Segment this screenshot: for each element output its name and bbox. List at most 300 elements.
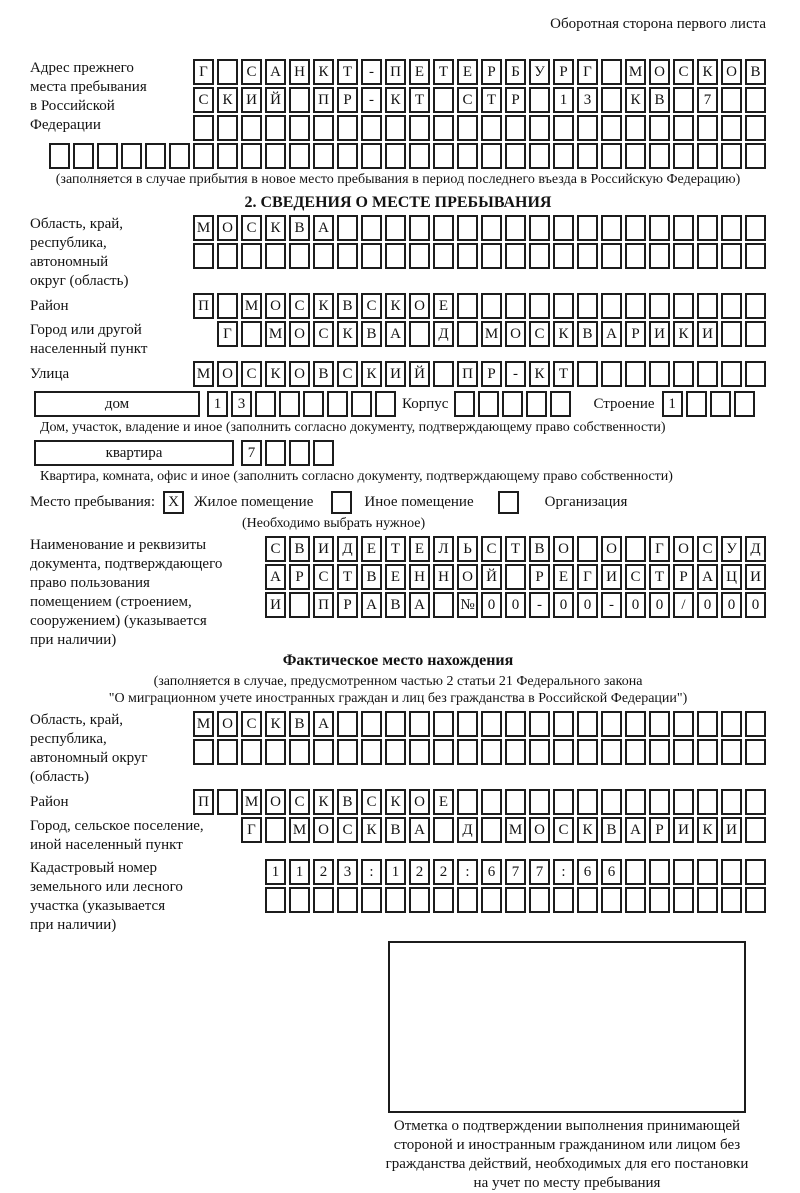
char-cell (361, 243, 382, 269)
house-caption: Дом, участок, владение и иное (заполнить согласно документу, подтверждающему право собственности) (40, 420, 666, 435)
char-cell (385, 215, 406, 241)
char-cell: Е (553, 564, 574, 590)
label-line: сооружением) (указывается (30, 613, 207, 629)
char-cell (553, 143, 574, 169)
char-cell (241, 321, 262, 347)
char-cell: К (385, 87, 406, 113)
label-line: Федерации (30, 117, 101, 133)
char-cell (577, 293, 598, 319)
checkbox-other-premises (331, 491, 352, 514)
char-cell (745, 859, 766, 885)
district-block (30, 293, 766, 319)
char-cell: О (409, 293, 430, 319)
char-cell: В (289, 536, 310, 562)
char-cell (255, 391, 276, 417)
char-cell (601, 115, 622, 141)
char-cell: А (313, 215, 334, 241)
char-cell (313, 143, 334, 169)
char-cell: К (361, 361, 382, 387)
char-cell: Н (433, 564, 454, 590)
char-cell: А (385, 321, 406, 347)
char-cell (385, 243, 406, 269)
char-cell (337, 243, 358, 269)
char-cell: С (313, 564, 334, 590)
char-cell (361, 739, 382, 765)
char-cell (529, 293, 550, 319)
prev-address-label (30, 59, 153, 135)
char-cell: В (745, 59, 766, 85)
char-cell (279, 391, 300, 417)
char-cell: С (265, 536, 286, 562)
char-cell: А (361, 592, 382, 618)
char-cell: 0 (625, 592, 646, 618)
char-cell (361, 887, 382, 913)
char-cell: Т (481, 87, 502, 113)
char-cell: Г (217, 321, 238, 347)
doc-block (30, 536, 766, 650)
char-cell (745, 243, 766, 269)
doc-row-3 (265, 592, 766, 618)
char-cell: О (553, 536, 574, 562)
char-cell (553, 739, 574, 765)
city-label (30, 321, 153, 359)
char-cell: - (361, 59, 382, 85)
char-cell (313, 887, 334, 913)
char-cell (526, 391, 547, 417)
label-line: населенный пункт (30, 341, 148, 357)
cadastre-row-2 (265, 887, 766, 913)
char-cell (649, 293, 670, 319)
char-cell: Г (241, 817, 262, 843)
char-cell: К (313, 789, 334, 815)
char-cell (649, 859, 670, 885)
caption-line: Отметка о подтверждении выполнения принимающей (393, 1118, 741, 1134)
char-cell: О (409, 789, 430, 815)
char-cell: Н (289, 59, 310, 85)
char-cell: О (217, 711, 238, 737)
char-cell: К (697, 59, 718, 85)
label-line: республика, (30, 235, 107, 251)
char-cell (409, 739, 430, 765)
char-cell: 2 (433, 859, 454, 885)
char-cell (625, 215, 646, 241)
char-cell: 6 (577, 859, 598, 885)
char-cell (265, 143, 286, 169)
char-cell (673, 739, 694, 765)
char-cell: 0 (553, 592, 574, 618)
char-cell: / (673, 592, 694, 618)
char-cell: 7 (697, 87, 718, 113)
char-cell: К (697, 817, 718, 843)
char-cell: А (265, 59, 286, 85)
char-cell (721, 143, 742, 169)
label-line: Кадастровый номер (30, 860, 157, 876)
char-cell (673, 215, 694, 241)
char-cell (625, 361, 646, 387)
actual-district-label: Район (30, 794, 69, 810)
char-cell: Е (433, 789, 454, 815)
cadastre-row-1 (265, 859, 766, 885)
char-cell (697, 143, 718, 169)
char-cell: 3 (577, 87, 598, 113)
char-cell (385, 115, 406, 141)
char-cell (505, 789, 526, 815)
char-cell (409, 711, 430, 737)
char-cell (351, 391, 372, 417)
char-cell: С (313, 321, 334, 347)
char-cell: В (361, 321, 382, 347)
char-cell (577, 739, 598, 765)
char-cell (601, 59, 622, 85)
char-cell: К (577, 817, 598, 843)
char-cell: Н (409, 564, 430, 590)
char-cell (697, 115, 718, 141)
char-cell (625, 859, 646, 885)
char-cell: С (553, 817, 574, 843)
char-cell (478, 391, 499, 417)
char-cell (673, 887, 694, 913)
char-cell: И (313, 536, 334, 562)
char-cell (697, 215, 718, 241)
label-line: автономный (30, 254, 109, 270)
char-cell: Е (385, 564, 406, 590)
char-cell (433, 711, 454, 737)
char-cell (337, 115, 358, 141)
street-label: Улица (30, 366, 70, 382)
char-cell (649, 789, 670, 815)
char-cell (553, 115, 574, 141)
char-cell: В (601, 817, 622, 843)
char-cell: - (601, 592, 622, 618)
char-cell (505, 243, 526, 269)
char-cell: : (361, 859, 382, 885)
char-cell (193, 115, 214, 141)
char-cell: Е (457, 59, 478, 85)
char-cell: К (265, 361, 286, 387)
char-cell: В (649, 87, 670, 113)
char-cell (505, 143, 526, 169)
char-cell (409, 887, 430, 913)
char-cell (529, 143, 550, 169)
label-line: при наличии) (30, 632, 117, 648)
char-cell (673, 711, 694, 737)
char-cell (457, 739, 478, 765)
char-cell (289, 887, 310, 913)
char-cell (433, 143, 454, 169)
char-cell: 7 (529, 859, 550, 885)
char-cell (577, 361, 598, 387)
char-cell: К (673, 321, 694, 347)
char-cell (241, 739, 262, 765)
char-cell: А (409, 817, 430, 843)
region-label (30, 215, 134, 291)
char-cell (649, 215, 670, 241)
char-cell: Ц (721, 564, 742, 590)
char-cell: С (289, 789, 310, 815)
char-cell: Р (673, 564, 694, 590)
char-cell: Ь (457, 536, 478, 562)
char-cell (457, 143, 478, 169)
char-cell: О (217, 215, 238, 241)
char-cell (625, 143, 646, 169)
char-cell (97, 143, 118, 169)
char-cell (577, 887, 598, 913)
char-cell: 1 (662, 391, 683, 417)
char-cell: М (193, 361, 214, 387)
char-cell (697, 739, 718, 765)
char-cell (697, 361, 718, 387)
cadastre-label (30, 859, 189, 935)
char-cell: С (241, 711, 262, 737)
actual-city-block (30, 817, 766, 855)
char-cell (313, 440, 334, 466)
char-cell: - (529, 592, 550, 618)
char-cell: О (289, 361, 310, 387)
char-cell (217, 59, 238, 85)
char-cell: В (289, 215, 310, 241)
char-cell (457, 887, 478, 913)
char-cell: С (241, 215, 262, 241)
checkbox-organization (498, 491, 519, 514)
char-cell: Т (337, 564, 358, 590)
char-cell: О (673, 536, 694, 562)
char-cell: № (457, 592, 478, 618)
char-cell: 0 (697, 592, 718, 618)
char-cell: И (745, 564, 766, 590)
char-cell (217, 739, 238, 765)
char-cell (745, 711, 766, 737)
char-cell (313, 115, 334, 141)
char-cell (625, 789, 646, 815)
stay-type-row (30, 491, 766, 514)
page-side-note: Оборотная сторона первого листа (550, 16, 766, 32)
char-cell (697, 789, 718, 815)
prev-address-block (30, 59, 766, 141)
char-cell: - (361, 87, 382, 113)
char-cell (673, 87, 694, 113)
char-cell: Е (409, 536, 430, 562)
char-cell (649, 711, 670, 737)
label-line: округ (область) (30, 273, 129, 289)
char-cell (481, 215, 502, 241)
char-cell: : (553, 859, 574, 885)
char-cell (686, 391, 707, 417)
char-cell: С (289, 293, 310, 319)
char-cell: Б (505, 59, 526, 85)
char-cell (481, 143, 502, 169)
label-line: Город или другой (30, 322, 142, 338)
char-cell (710, 391, 731, 417)
region-row-2 (193, 243, 766, 269)
district-row (193, 293, 766, 319)
char-cell: Т (337, 59, 358, 85)
char-cell (481, 789, 502, 815)
char-cell: К (217, 87, 238, 113)
char-cell: - (505, 361, 526, 387)
char-cell (241, 115, 262, 141)
char-cell (73, 143, 94, 169)
char-cell (673, 789, 694, 815)
char-cell: К (385, 789, 406, 815)
char-cell (265, 887, 286, 913)
option-label-organization: Организация (544, 494, 628, 510)
char-cell: 1 (289, 859, 310, 885)
char-cell: В (361, 564, 382, 590)
char-cell (577, 243, 598, 269)
char-cell (505, 739, 526, 765)
char-cell (529, 215, 550, 241)
char-cell: 1 (553, 87, 574, 113)
char-cell: Д (337, 536, 358, 562)
char-cell (265, 817, 286, 843)
char-cell: М (193, 215, 214, 241)
char-cell (553, 711, 574, 737)
char-cell: М (625, 59, 646, 85)
char-cell: О (265, 789, 286, 815)
char-cell (337, 887, 358, 913)
apartment-number-cells (241, 440, 334, 466)
char-cell: 0 (481, 592, 502, 618)
char-cell (289, 739, 310, 765)
doc-row-2 (265, 564, 766, 590)
char-cell: С (673, 59, 694, 85)
label-line: (область) (30, 769, 89, 785)
char-cell (601, 215, 622, 241)
char-cell: В (385, 592, 406, 618)
char-cell: К (625, 87, 646, 113)
char-cell (505, 887, 526, 913)
caption-line: гражданства действий, необходимых для его постановки (385, 1156, 749, 1172)
char-cell: М (289, 817, 310, 843)
char-cell (625, 739, 646, 765)
char-cell (49, 143, 70, 169)
char-cell: М (505, 817, 526, 843)
cadastre-block (30, 859, 766, 935)
char-cell: И (601, 564, 622, 590)
char-cell: А (265, 564, 286, 590)
char-cell: С (529, 321, 550, 347)
char-cell (385, 739, 406, 765)
char-cell: К (361, 817, 382, 843)
char-cell (217, 789, 238, 815)
char-cell (169, 143, 190, 169)
char-cell (550, 391, 571, 417)
char-cell: С (625, 564, 646, 590)
city-row (217, 321, 766, 347)
char-cell (601, 87, 622, 113)
char-cell: О (529, 817, 550, 843)
house-number-cells (207, 391, 396, 417)
char-cell (193, 143, 214, 169)
char-cell: И (241, 87, 262, 113)
apartment-caption: Квартира, комната, офис и иное (заполнить согласно документу, подтверждающему право собственности) (40, 469, 673, 484)
char-cell: Т (505, 536, 526, 562)
char-cell (745, 293, 766, 319)
char-cell: Р (337, 87, 358, 113)
actual-region-row-2 (193, 739, 766, 765)
char-cell (745, 361, 766, 387)
char-cell (361, 115, 382, 141)
char-cell (577, 536, 598, 562)
char-cell (289, 115, 310, 141)
char-cell: 0 (577, 592, 598, 618)
char-cell: Р (505, 87, 526, 113)
char-cell (529, 87, 550, 113)
char-cell: Р (289, 564, 310, 590)
char-cell: К (337, 321, 358, 347)
char-cell: Р (481, 361, 502, 387)
char-cell: С (241, 59, 262, 85)
char-cell (649, 887, 670, 913)
char-cell (529, 789, 550, 815)
char-cell: И (673, 817, 694, 843)
char-cell: С (361, 293, 382, 319)
section2-title: 2. СВЕДЕНИЯ О МЕСТЕ ПРЕБЫВАНИЯ (244, 194, 552, 211)
char-cell: В (313, 361, 334, 387)
char-cell (673, 143, 694, 169)
char-cell (289, 143, 310, 169)
char-cell (625, 711, 646, 737)
char-cell: 6 (481, 859, 502, 885)
char-cell (457, 215, 478, 241)
char-cell (457, 115, 478, 141)
char-cell: Д (457, 817, 478, 843)
char-cell: П (193, 789, 214, 815)
char-cell (697, 711, 718, 737)
char-cell (457, 789, 478, 815)
actual-region-block (30, 711, 766, 787)
char-cell (361, 215, 382, 241)
label-line: Область, край, (30, 216, 124, 232)
char-cell: В (337, 293, 358, 319)
char-cell (433, 115, 454, 141)
char-cell (457, 243, 478, 269)
apartment-row (30, 440, 766, 466)
stamp-area (352, 941, 782, 1193)
char-cell (673, 115, 694, 141)
street-block (30, 361, 766, 387)
actual-region-row-1 (193, 711, 766, 737)
label-line: Адрес прежнего (30, 60, 134, 76)
char-cell (457, 293, 478, 319)
char-cell: Р (649, 817, 670, 843)
char-cell: Е (433, 293, 454, 319)
char-cell: 1 (207, 391, 228, 417)
char-cell (529, 115, 550, 141)
house-row (30, 391, 766, 417)
char-cell: Й (409, 361, 430, 387)
char-cell: К (265, 215, 286, 241)
char-cell (601, 293, 622, 319)
char-cell: О (601, 536, 622, 562)
char-cell (241, 243, 262, 269)
char-cell (721, 293, 742, 319)
char-cell: П (385, 59, 406, 85)
char-cell: С (457, 87, 478, 113)
district-label: Район (30, 298, 69, 314)
char-cell: Е (409, 59, 430, 85)
char-cell (337, 143, 358, 169)
char-cell: Т (649, 564, 670, 590)
doc-label (30, 536, 228, 650)
char-cell: О (505, 321, 526, 347)
char-cell (433, 592, 454, 618)
char-cell (625, 293, 646, 319)
char-cell (649, 739, 670, 765)
char-cell: С (337, 817, 358, 843)
char-cell: Р (529, 564, 550, 590)
char-cell: У (721, 536, 742, 562)
